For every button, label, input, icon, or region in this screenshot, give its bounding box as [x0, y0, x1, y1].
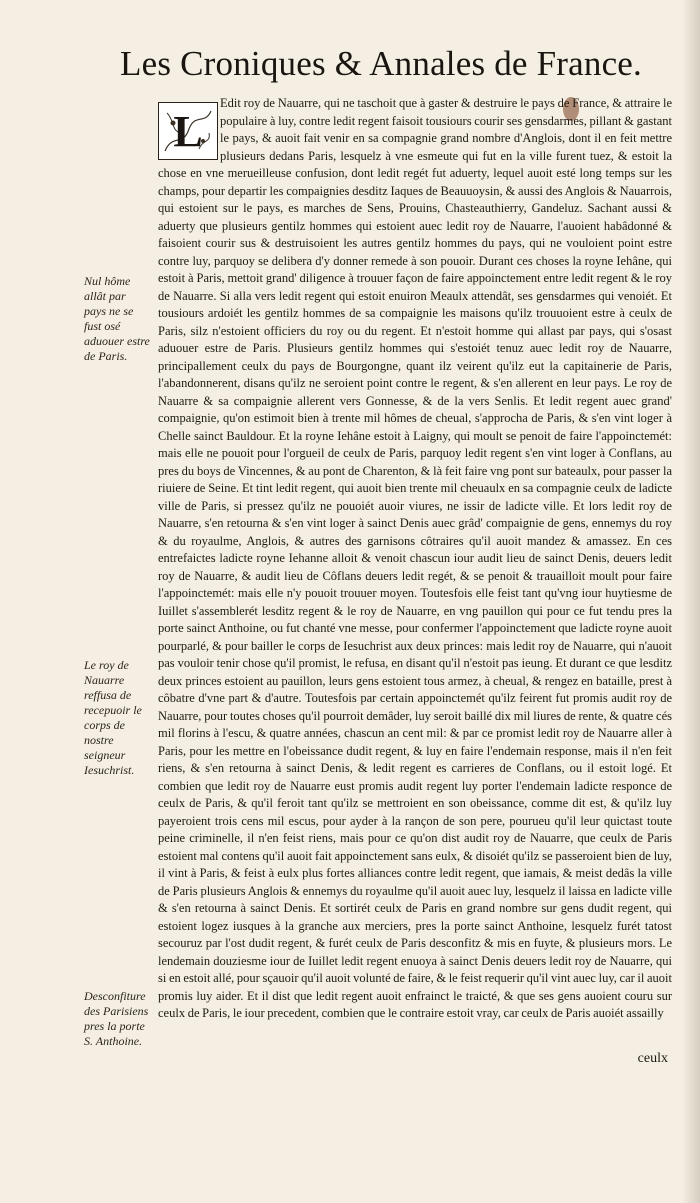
margin-note-desconfiture: Desconfiture des Parisiens pres la porte S. Anthoine. — [84, 989, 149, 1048]
page-edge-shadow — [682, 0, 700, 1203]
margin-note-paris: Nul hôme allât par pays ne se fust osé aduouer estre de Paris. — [84, 274, 150, 363]
initial-letter: L — [173, 106, 203, 156]
page-title: Les Croniques & Annales de France. — [120, 44, 642, 83]
catchword: ceulx — [637, 1051, 668, 1066]
body-text: Edit roy de Nauarre, qui ne taschoit que à gaster & destruire le pays de France, & attraire le populaire à luy, contre ledit regent faisoit tousiours courir ses gensdarmes, pillant & gastant le pays, & auoit fait venir en sa compagnie grand nombre d'Anglois, dont il en feit mettre plusieurs dedans Paris, lesquelz à vne esmeute qui fut en la ville furent tuez, & estoit la chose en vne merueilleuse confusion, dont ledit regét fut aduerty, lequel auoit esté long temps sur les champs, pour departir les compaignies desditz Iaques de Beauuoysin, & aussi des Anglois & Nauarrois, qui estoient sur le pays, es marches de Sens, Prouins, Chasteauthierry, Gandeluz. Sachant aussi & aduerty que plusieurs gentilz hommes qui estoient auec ledit roy de Nauarre, l'auoient habâdonné & faisoient courir sus & destruisoient les autres gentilz hommes du pays, qui ne vouloient point estre contre luy, parquoy se delibera d'y donner remede à son pouoir. Durant ces choses la royne Iehâne, qui estoit à Paris, mettoit grand' diligence à trouuer façon de faire appoinctement entre ledit regent & le roy de Nauarre. Si alla vers ledit regent qui estoit enuiron Meaulx attendât, ses gensdarmes qui venoiét. Et tousiours ardoiét les gentilz hommes de sa compaignie les maisons qu'ilz trouuoient estre à ceulx de Paris, silz n'estoient officiers du roy ou du regent. Et n'estoit homme qui allast par pays, qui s'osast aduouer estre de Paris. Plusieurs gentilz hommes qui s'estoiét tenuz auec ledit roy de Nauarre, principallement ceulx du pays de Bourgongne, quant ilz veirent qu'ilz eut la capitainerie de Paris, l'abandonnerent, disans qu'ilz ne seroient point contre le regent, & s'en allerent en leur pays. Le roy de Nauarre & sa compaignie allerent vers Gonnesse, & de la vers Senlis. Et ledit regent auec grand' compaignie, qu'on estimoit bien à trente mil hômes de cheual, s'approcha de Paris, & s'en vint loger à Chelle sainct Bauldour. Et la royne Iehâne estoit à Laigny, qui moult se penoit de faire l'appoinctemét: mais elle ne pouoit pour l'orgueil de ceulx de Paris, parquoy ledit regent s'en vint loger à Conflans, au pres du boys de Vincennes, & au pont de Charenton, & là feit faire vng pont sur bateaulx, pour passer la riuiere de Seine. Et tint ledit regent, qui auoit bien trente mil cheuaulx en sa compagnie ceulx de ladicte ville de Paris, si pressez qu'ilz ne pouoiét auoir viures, ne issir de ladicte ville. Et lors ledit roy de Nauarre, s'en retourna & s'en vint loger à sainct Denis auec grâd' compaignie de gens, ennemys du roy & du royaulme, Anglois, & autres des garnisons côtraires qu'il auoit mandez & amassez. En ces entrefaictes ladicte royne Iehanne alloit & venoit chascun iour audit lieu de sainct Denis, deuers ledit roy de Nauarre, & audit lieu de Côflans deuers ledit regét, & se penoit & trauailloit moult pour faire l'appoinctemét: mais elle n'y pouoit trouuer moyen. Toutesfois elle feist tant qu'vng iour huytiesme de Iuillet s'assemblerét lesditz regent & le roy de Nauarre, en vng pauillon qui pour ce fut tendu pres la porte sainct Anthoine, ou fut chanté vne messe, pour confermer l'appoinctement que ladicte royne auoit pourparlé, & pour bailler le corps de Iesuchrist aux deux princes: mais ledit roy de Nauarre, qui n'auoit pas vouloir tenir chose qu'il promist, le refusa, en disant qu'il n'estoit pas ieung. Et durant ce que lesditz deux princes estoient au pauillon, leurs gens estoient tous armez, à cheual, & rengez en bataille, prest à côbatre d'vne part & d'autre. Toutesfois par certain appoinctemét qu'ilz feirent fut promis audit roy de Nauarre, pour toutes choses qu'il pourroit demâder, luy seroit baillé dix mil liures de rente, & quatre cés mil florins à l'escu, & quatre années, chascun an cent mil: & par ce promist ledit roy de Nauarre aller à Paris, pour les mettre en l'obeissance dudit regent, & luy en faire l'endemain response, mais il n'en feit riens, & s'en retourna à sainct Denis, & ledit regent es carrieres de Conflans, ou il estoit logé. Et combien que ledit roy de Nauarre eust promis audit regent luy porter l'endemain ladicte responce de ceulx de Paris, & qu'il feroit tant qu'ilz se mettroient en son obeissance, comme dit est, & qu'ilz luy payeroient trois cens mil escus, pour ayder à la rançon de son pere, pourueu qu'il leur quictast toute peine criminelle, il n'en feist riens, mais pour ce qu'on dist audit roy de Nauarre, que ceulx de Paris estoient mal contens qu'il auoit fait appoinctement sans eulx, & disoiét qu'ilz se passeroient bien de luy, il vint à Paris, & feist à eulx plus fortes alliances contre ledit regent, que iamais, & meist dedâs la ville de Paris plusieurs Anglois & ennemys du royaulme qu'il auoit auec luy, lesquelz il laissa en ladicte ville & s'en retourna à sainct Denis. Et sortirét ceulx de Paris en grand nombre sur gens dudit regent, qui estoient logez iusques à la granche aux merciers, pres la porte sainct Anthoine, lesquelz furét tatost secouruz par l'ost dudit regent, & furét ceulx de Paris desconfitz & mis en fuyte, & plusieurs mors. Le lendemain douziesme iour de Iuillet ledit regent enuoya à sainct Denis deuers ledit roy de Nauarre, qui si en estoit allé, pour sçauoir qu'il auoit volunté de faire, & le feist requerir qu'il vint auec luy, car il auoit promis luy aider. Et il dist que ledit regent auoit enfrainct le traicté, & que ses gens auoient couru sur ceulx de Paris, le iour precedent, combien que le contraire estoit vray, car ceulx de Paris auoiét assailly — [158, 96, 672, 1020]
margin-note-refus: Le roy de Nauarre reffusa de recepuoir le corps de nostre seigneur Iesuchrist. — [84, 658, 142, 777]
